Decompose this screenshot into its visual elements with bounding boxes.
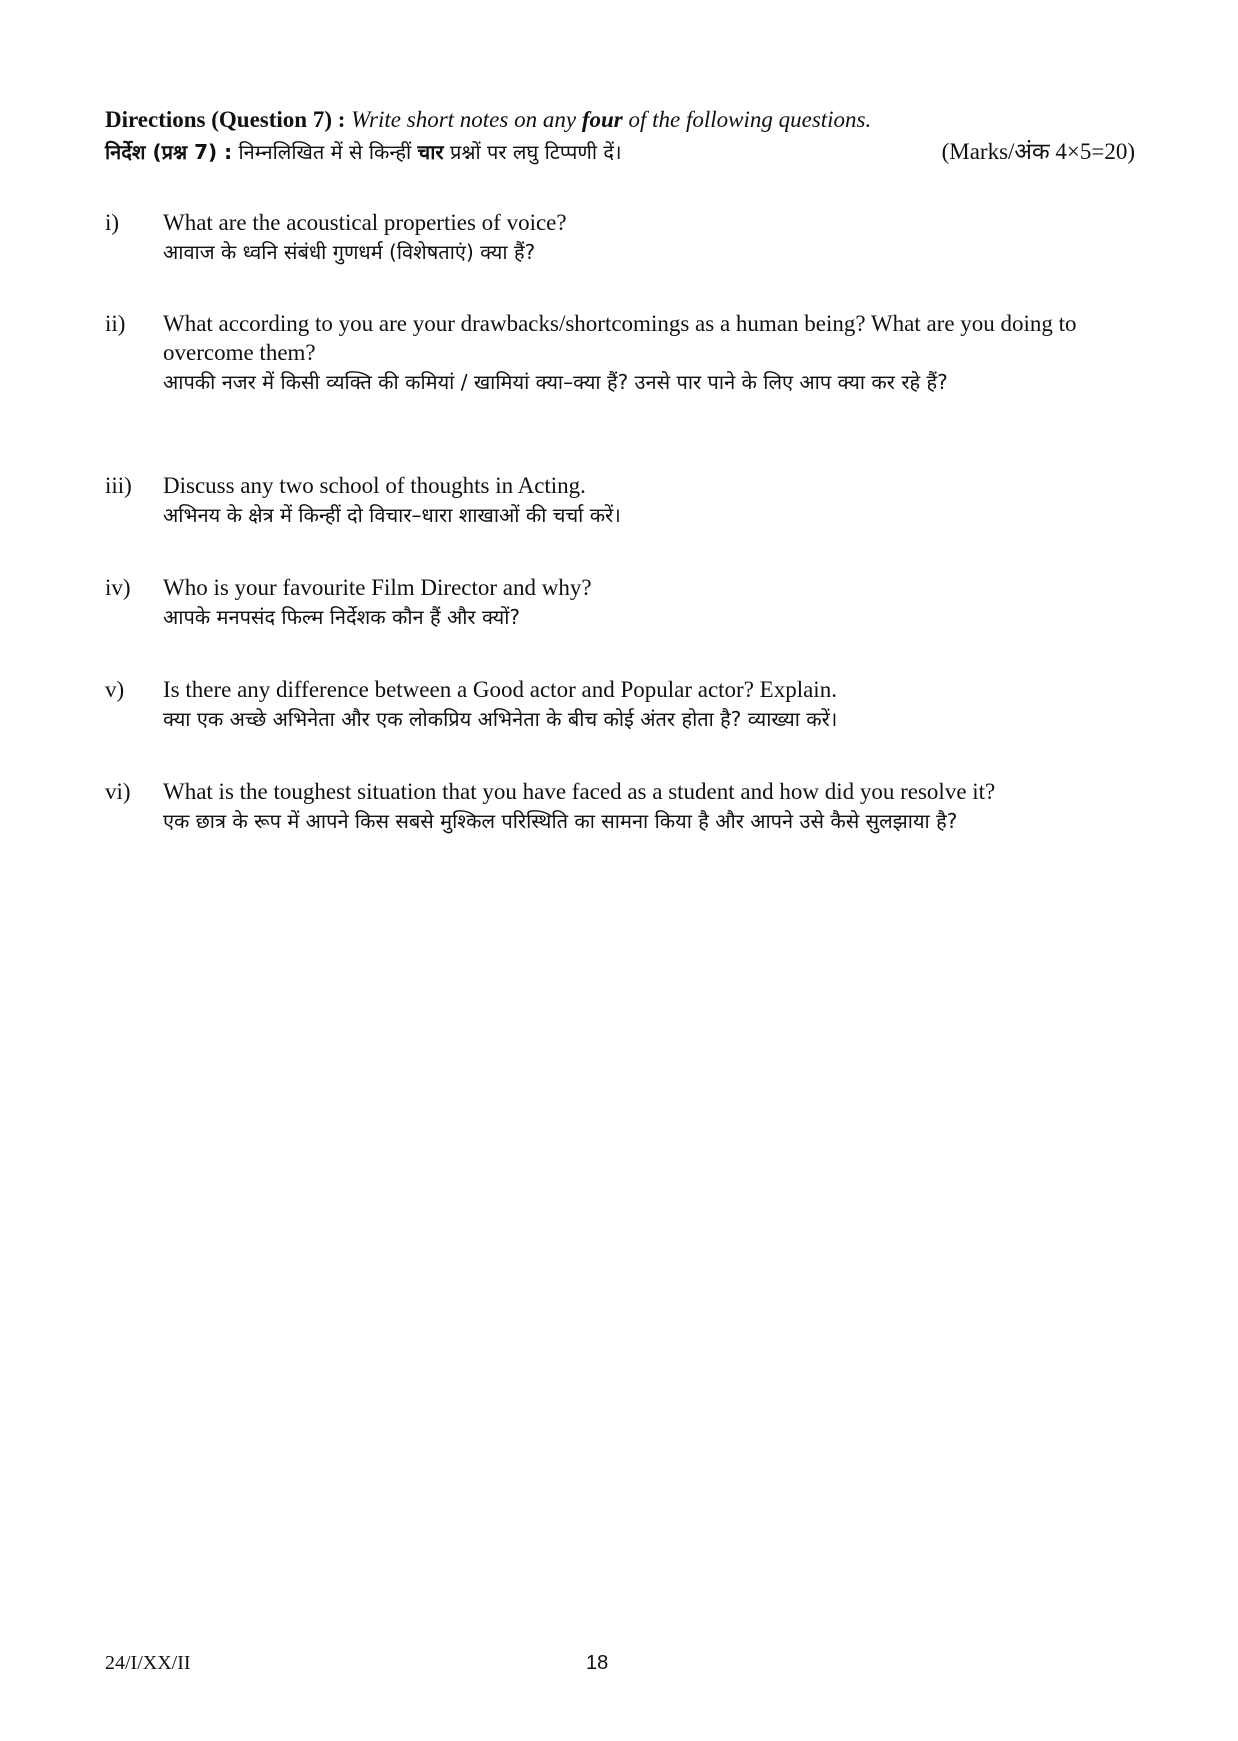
directions-label: Directions (Question 7) : — [105, 107, 346, 132]
page-number: 18 — [586, 1652, 609, 1674]
question-hindi: आपके मनपसंद फिल्म निर्देशक कौन हैं और क्यों? — [163, 605, 521, 629]
question-item — [105, 573, 1135, 632]
question-english: What according to you are your drawbacks/shortcomings as a human being? What are you doing to overcome them? — [163, 311, 1077, 365]
question-item — [105, 471, 1135, 530]
question-item — [105, 208, 1135, 267]
question-hindi: क्या एक अच्छे अभिनेता और एक लोकप्रिय अभिनेता के बीच कोई अंतर होता है? व्याख्या करें। — [163, 707, 838, 731]
directions-hindi — [105, 136, 1135, 168]
question-hindi: एक छात्र के रूप में आपने किस सबसे मुश्किल परिस्थिति का सामना किया है और आपने उसे कैसे सुलझाया है? — [163, 809, 958, 833]
directions-hindi-bold: चार — [417, 140, 444, 164]
question-english: What are the acoustical properties of voice? — [163, 210, 567, 235]
directions-text-pre: Write short notes on any — [351, 107, 577, 132]
question-hindi: आवाज के ध्वनि संबंधी गुणधर्म (विशेषताएं) क्या हैं? — [163, 240, 536, 264]
directions-text-post: of the following questions. — [628, 107, 872, 132]
directions-label-hindi: निर्देश (प्रश्न 7) : — [105, 140, 233, 164]
question-number: ii) — [105, 311, 126, 336]
question-number: i) — [105, 210, 120, 235]
question-hindi: अभिनय के क्षेत्र में किन्हीं दो विचार–धारा शाखाओं की चर्चा करें। — [163, 503, 621, 527]
directions-hindi-pre: निम्नलिखित में से किन्हीं — [238, 140, 412, 164]
question-hindi: आपकी नजर में किसी व्यक्ति की कमियां / खामियां क्या–क्या हैं? उनसे पार पाने के लिए आप क्या कर रहे हैं? — [163, 370, 948, 394]
question-number: iii) — [105, 473, 132, 498]
question-number: v) — [105, 677, 125, 702]
directions-block — [105, 104, 1135, 168]
question-english: Discuss any two school of thoughts in Acting. — [163, 473, 586, 498]
question-english: What is the toughest situation that you have faced as a student and how did you resolve it? — [163, 779, 996, 804]
directions-english — [105, 104, 1135, 136]
paper-code: 24/I/XX/II — [105, 1652, 191, 1674]
question-item — [105, 309, 1135, 397]
question-item — [105, 675, 1135, 734]
question-english: Is there any difference between a Good actor and Popular actor? Explain. — [163, 677, 837, 702]
question-number: vi) — [105, 779, 131, 804]
directions-hindi-post: प्रश्नों पर लघु टिप्पणी दें। — [449, 140, 622, 164]
question-number: iv) — [105, 575, 131, 600]
directions-text-bold: four — [581, 107, 623, 132]
question-item — [105, 777, 1135, 836]
question-english: Who is your favourite Film Director and why? — [163, 575, 592, 600]
marks-label: (Marks/अंक 4×5=20) — [941, 139, 1135, 164]
